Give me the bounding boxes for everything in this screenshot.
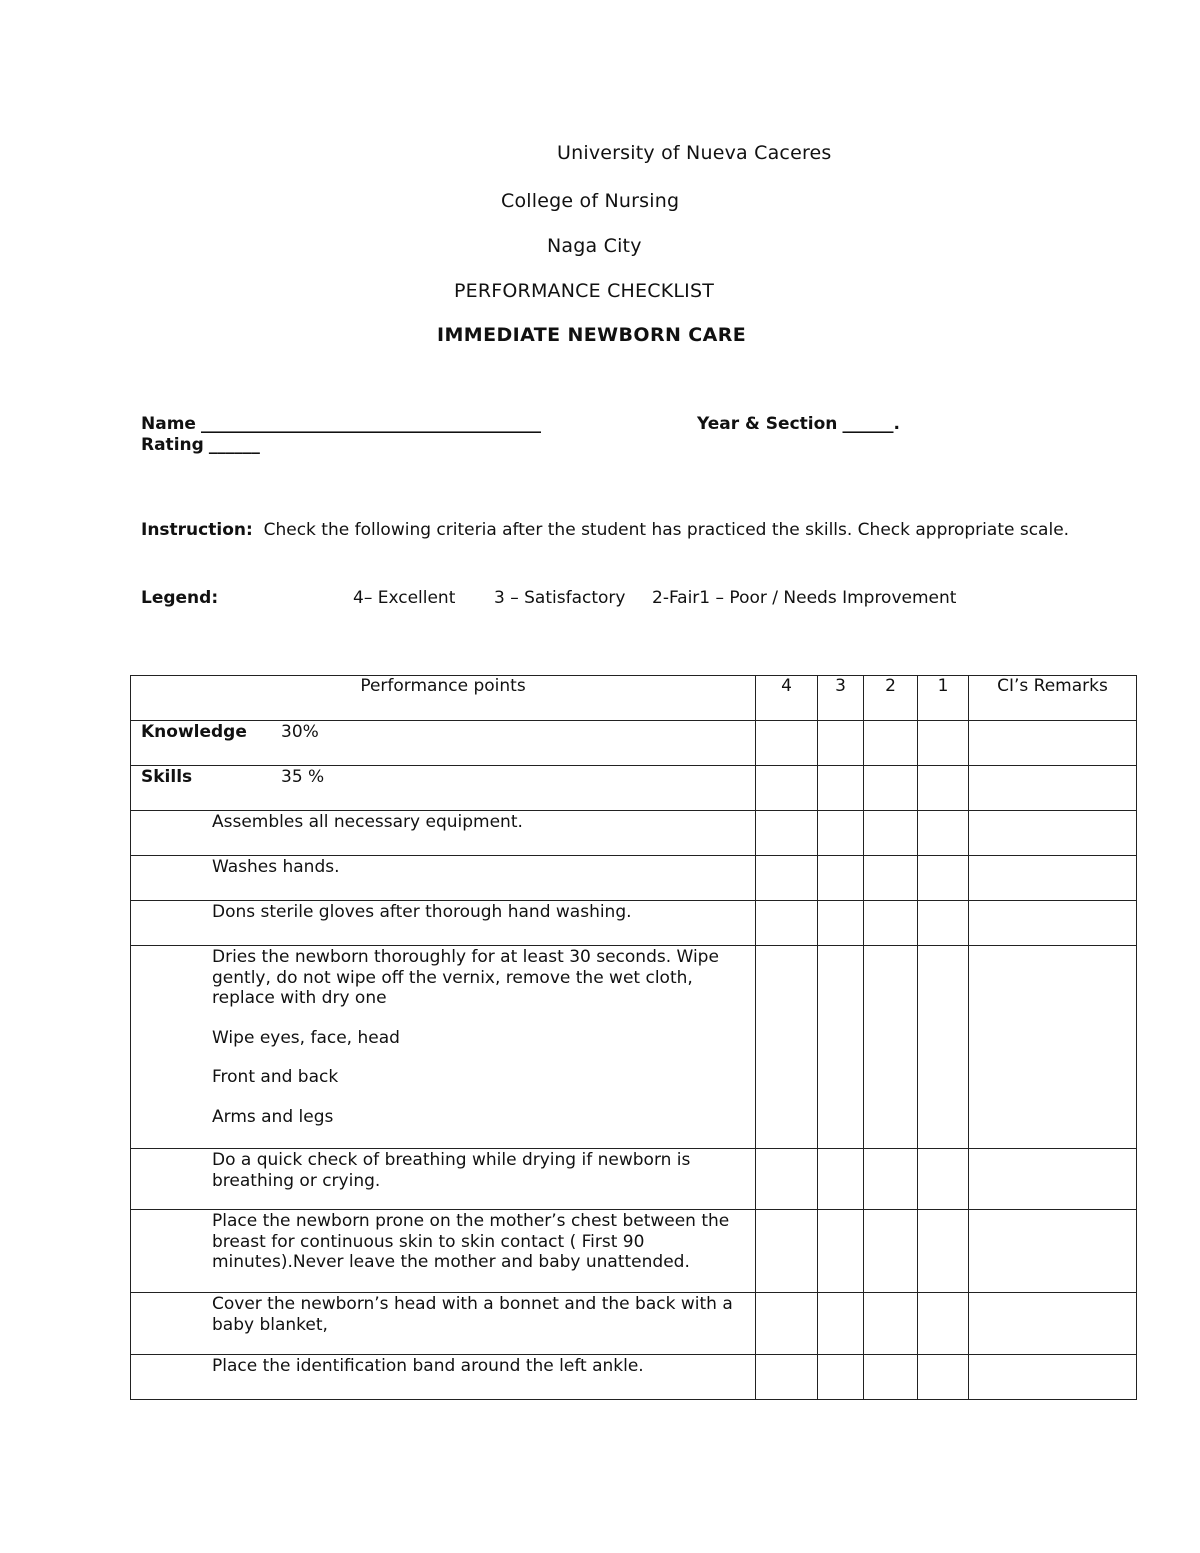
university-name: University of Nueva Caceres [557, 142, 832, 164]
document-type: PERFORMANCE CHECKLIST [454, 280, 715, 302]
name-label: Name [141, 414, 196, 434]
score-cell-2[interactable] [864, 856, 918, 901]
remarks-cell[interactable] [969, 901, 1137, 946]
score-cell-4[interactable] [756, 721, 818, 766]
criterion-text: Assembles all necessary equipment. [212, 812, 523, 832]
legend-label: Legend: [141, 588, 219, 608]
score-cell-1[interactable] [918, 1293, 969, 1355]
score-cell-1[interactable] [918, 811, 969, 856]
header-performance-points: Performance points [131, 676, 756, 721]
score-cell-3[interactable] [818, 856, 864, 901]
criterion-text: Place the identification band around the left ankle. [212, 1356, 644, 1376]
score-cell-4[interactable] [756, 1293, 818, 1355]
remarks-cell[interactable] [969, 1210, 1137, 1293]
table-row [131, 1210, 1137, 1293]
year-section-label: Year & Section [697, 414, 838, 434]
score-cell-1[interactable] [918, 766, 969, 811]
page-title: IMMEDIATE NEWBORN CARE [437, 324, 747, 346]
header-score-2: 2 [864, 676, 918, 721]
year-section-field[interactable] [697, 414, 900, 434]
remarks-cell[interactable] [969, 721, 1137, 766]
score-cell-4[interactable] [756, 766, 818, 811]
name-field[interactable] [141, 414, 541, 434]
score-cell-1[interactable] [918, 946, 969, 1149]
instruction-text: Check the following criteria after the student has practiced the skills. Check appropriate scale. [263, 520, 1070, 540]
category-skills [131, 766, 756, 811]
score-cell-1[interactable] [918, 1149, 969, 1210]
table-row-knowledge [131, 721, 1137, 766]
criterion-subitem: Front and back [212, 1067, 339, 1087]
score-cell-1[interactable] [918, 721, 969, 766]
instruction-label: Instruction: [141, 520, 253, 540]
category-name: Knowledge [141, 722, 247, 742]
score-cell-4[interactable] [756, 856, 818, 901]
rating-label: Rating [141, 435, 204, 455]
score-cell-3[interactable] [818, 811, 864, 856]
score-cell-2[interactable] [864, 721, 918, 766]
table-row [131, 811, 1137, 856]
criterion-text: Place the newborn prone on the mother’s chest between the breast for continuous skin to skin contact ( First 90 minutes).Never leave the mother and baby unattended. [212, 1211, 730, 1272]
score-cell-2[interactable] [864, 766, 918, 811]
criterion-cell [131, 901, 756, 946]
score-cell-1[interactable] [918, 856, 969, 901]
criterion-text: Dons sterile gloves after thorough hand washing. [212, 902, 632, 922]
score-cell-1[interactable] [918, 1210, 969, 1293]
score-cell-3[interactable] [818, 721, 864, 766]
score-cell-4[interactable] [756, 1355, 818, 1400]
criterion-cell [131, 1355, 756, 1400]
score-cell-2[interactable] [864, 1210, 918, 1293]
remarks-cell[interactable] [969, 1355, 1137, 1400]
legend-satisfactory: 3 – Satisfactory [494, 588, 626, 608]
performance-checklist-table [130, 675, 1137, 1400]
score-cell-4[interactable] [756, 1210, 818, 1293]
score-cell-3[interactable] [818, 1210, 864, 1293]
score-cell-3[interactable] [818, 766, 864, 811]
score-cell-2[interactable] [864, 946, 918, 1149]
table-row [131, 1293, 1137, 1355]
criterion-text: Washes hands. [212, 857, 340, 877]
criterion-subitem: Wipe eyes, face, head [212, 1027, 400, 1048]
table-row [131, 946, 1137, 1149]
criterion-subitem: Arms and legs [212, 1106, 334, 1127]
table-row-skills [131, 766, 1137, 811]
table-row [131, 901, 1137, 946]
remarks-cell[interactable] [969, 766, 1137, 811]
category-knowledge [131, 721, 756, 766]
score-cell-3[interactable] [818, 946, 864, 1149]
city-name: Naga City [547, 235, 642, 257]
legend-fair-poor: 2-Fair1 – Poor / Needs Improvement [652, 588, 957, 608]
remarks-cell[interactable] [969, 811, 1137, 856]
table-header-row [131, 676, 1137, 721]
rating-line: ______ [208, 435, 260, 455]
criterion-cell [131, 946, 756, 1149]
name-line: ________________________________________ [201, 414, 542, 434]
score-cell-4[interactable] [756, 1149, 818, 1210]
criterion-cell [131, 856, 756, 901]
header-score-3: 3 [818, 676, 864, 721]
year-section-line: ______. [842, 414, 900, 434]
score-cell-4[interactable] [756, 946, 818, 1149]
remarks-cell[interactable] [969, 946, 1137, 1149]
score-cell-2[interactable] [864, 811, 918, 856]
remarks-cell[interactable] [969, 856, 1137, 901]
score-cell-2[interactable] [864, 1293, 918, 1355]
score-cell-2[interactable] [864, 901, 918, 946]
criterion-cell [131, 1210, 756, 1293]
header-ci-remarks: CI’s Remarks [969, 676, 1137, 721]
criterion-cell [131, 1149, 756, 1210]
rating-field[interactable] [141, 435, 260, 455]
remarks-cell[interactable] [969, 1149, 1137, 1210]
category-percent: 30% [281, 722, 319, 742]
criterion-text: Dries the newborn thoroughly for at least 30 seconds. Wipe gently, do not wipe off the vernix, remove the wet cloth, replace with dry one [212, 947, 719, 1008]
remarks-cell[interactable] [969, 1293, 1137, 1355]
criterion-text: Do a quick check of breathing while drying if newborn is breathing or crying. [212, 1150, 691, 1191]
score-cell-1[interactable] [918, 901, 969, 946]
score-cell-3[interactable] [818, 901, 864, 946]
header-score-1: 1 [918, 676, 969, 721]
category-name: Skills [141, 767, 193, 787]
score-cell-2[interactable] [864, 1355, 918, 1400]
score-cell-4[interactable] [756, 811, 818, 856]
criterion-cell [131, 1293, 756, 1355]
score-cell-3[interactable] [818, 1149, 864, 1210]
header-score-4: 4 [756, 676, 818, 721]
score-cell-1[interactable] [918, 1355, 969, 1400]
score-cell-2[interactable] [864, 1149, 918, 1210]
criterion-cell [131, 811, 756, 856]
instruction [141, 519, 1081, 542]
table-row [131, 1149, 1137, 1210]
table-row [131, 856, 1137, 901]
score-cell-3[interactable] [818, 1355, 864, 1400]
score-cell-4[interactable] [756, 901, 818, 946]
legend-excellent: 4– Excellent [353, 588, 456, 608]
college-name: College of Nursing [501, 190, 680, 212]
score-cell-3[interactable] [818, 1293, 864, 1355]
table-row [131, 1355, 1137, 1400]
criterion-text: Cover the newborn’s head with a bonnet and the back with a baby blanket, [212, 1294, 733, 1335]
category-percent: 35 % [281, 767, 325, 787]
